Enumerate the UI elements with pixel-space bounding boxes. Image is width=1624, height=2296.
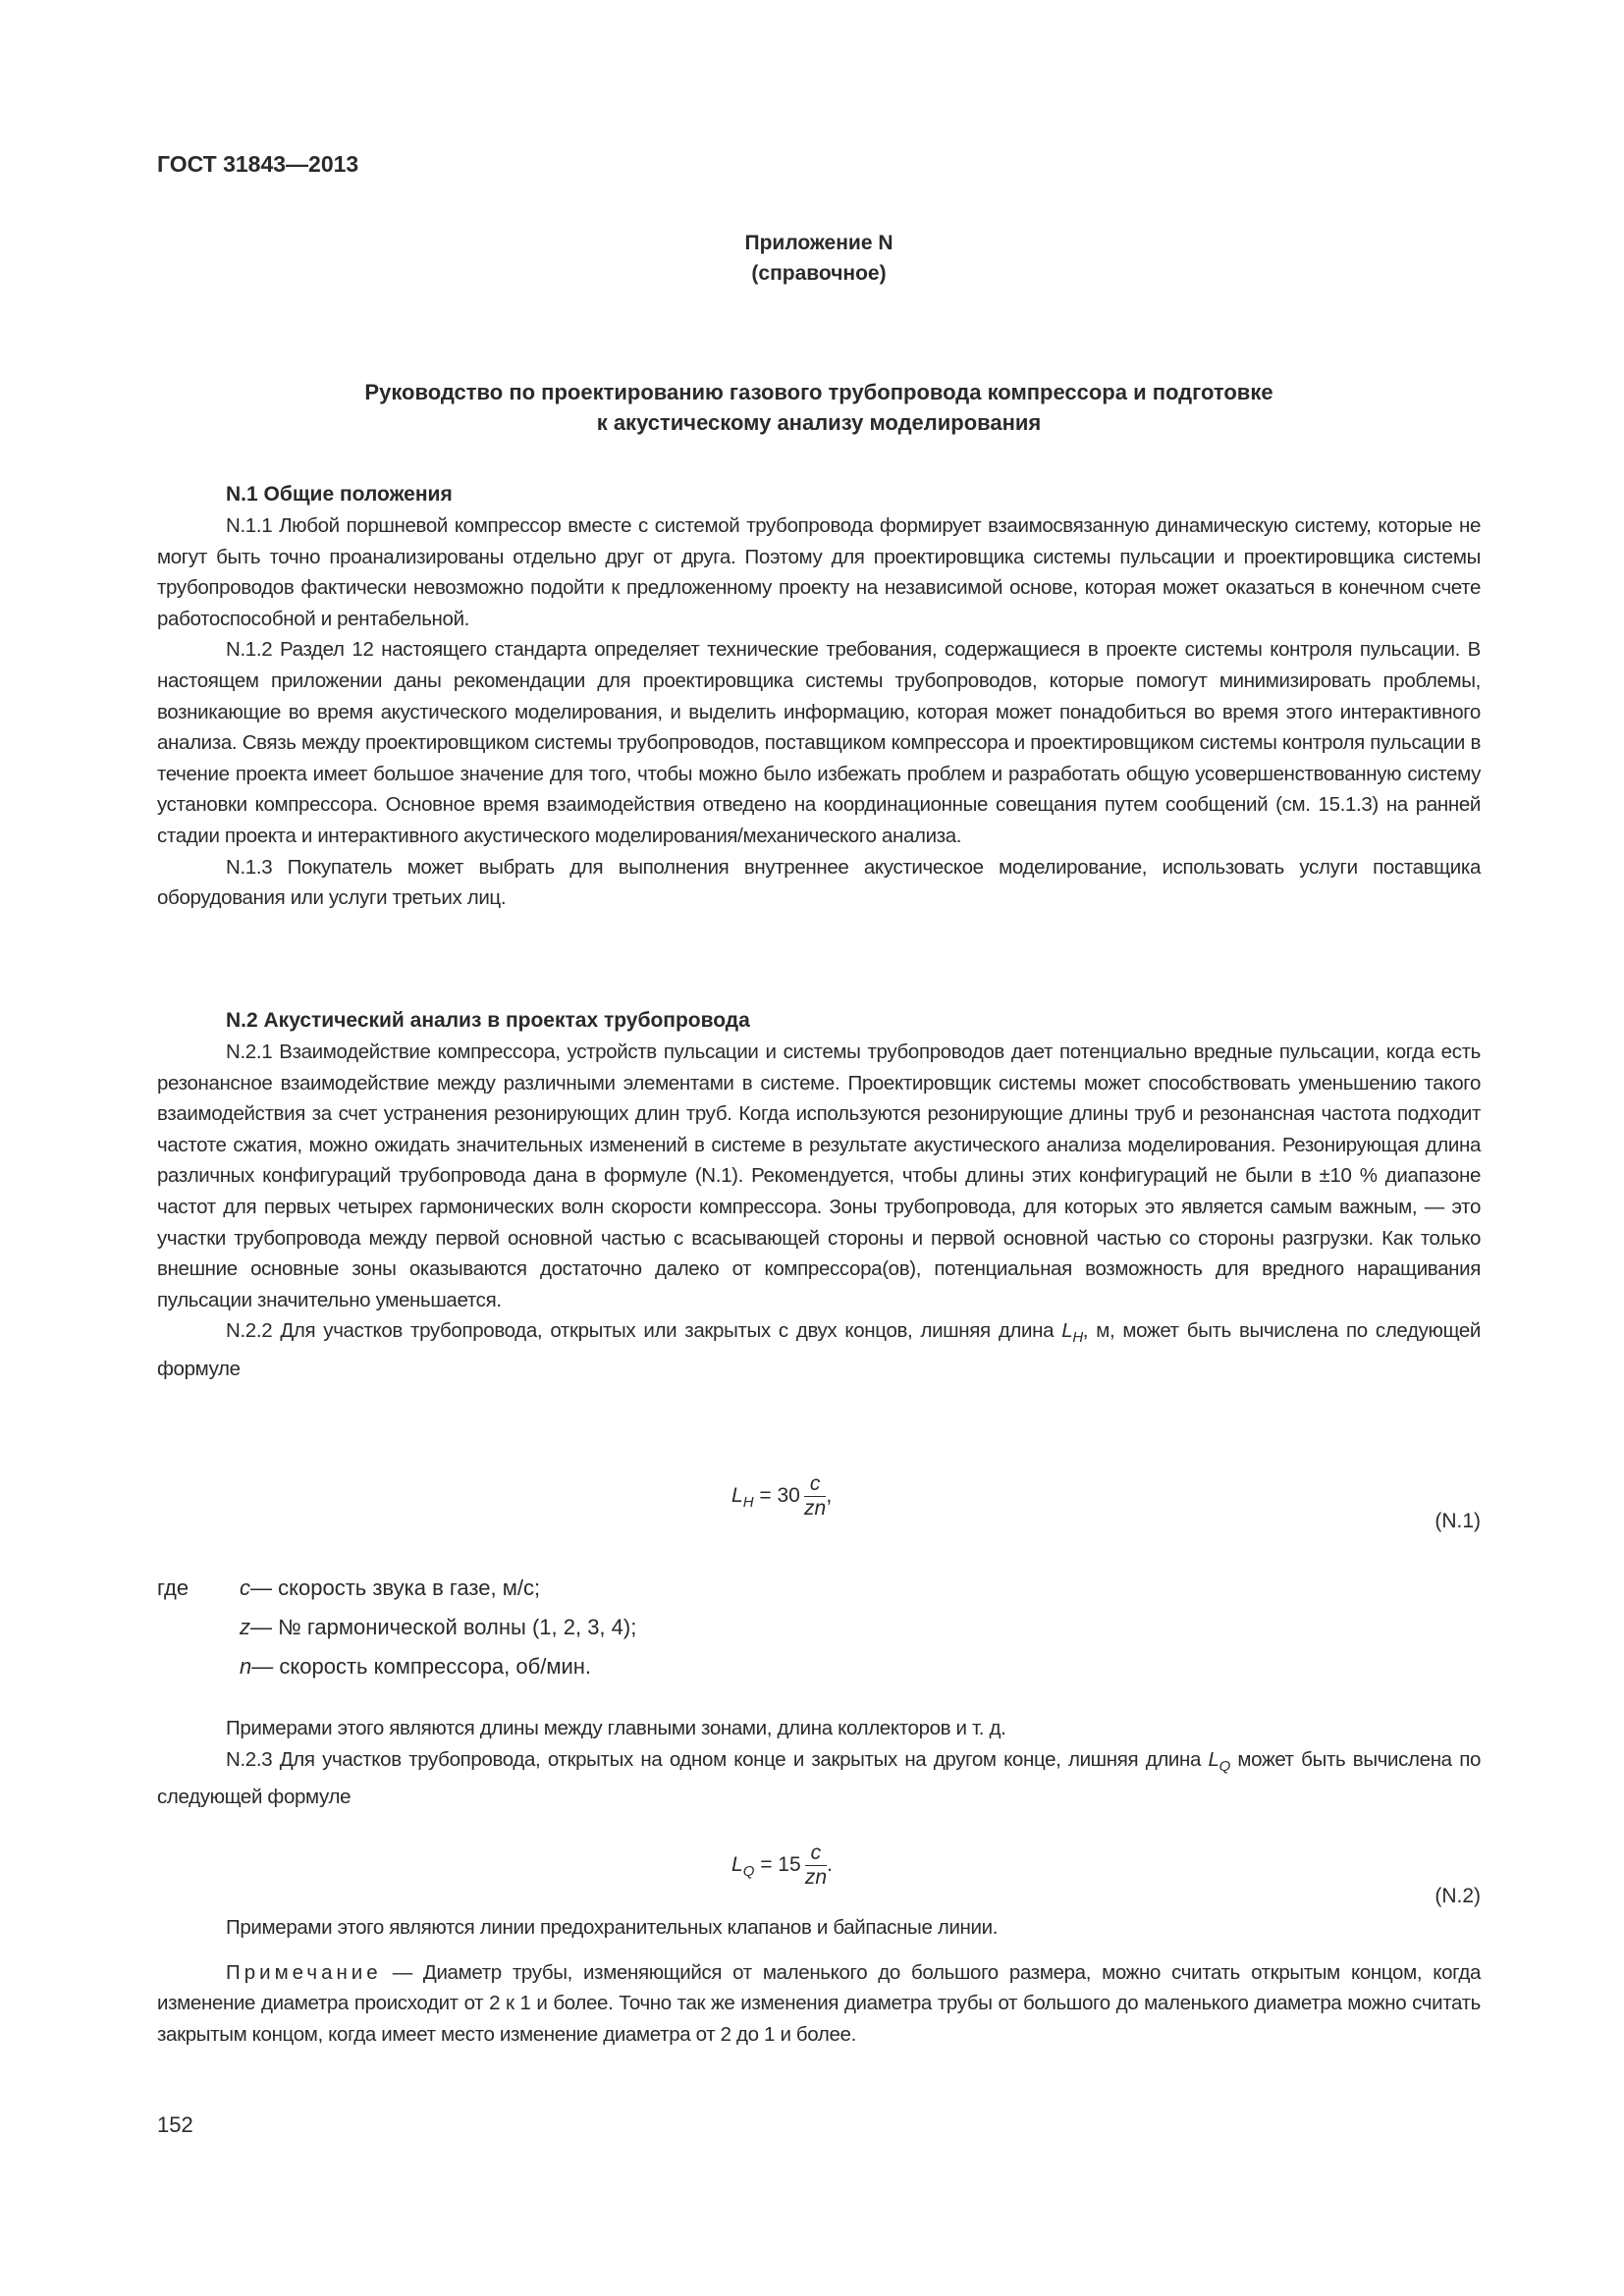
paragraph: Примерами этого являются длины между главными зонами, длина коллекторов и т. д. bbox=[226, 1717, 1006, 1739]
coefficient: = 30 bbox=[753, 1484, 800, 1508]
numerator: c bbox=[804, 1472, 827, 1497]
punct: . bbox=[827, 1853, 833, 1877]
numerator: c bbox=[805, 1842, 828, 1866]
section-heading: N.2 Акустический анализ в проектах трубопровода bbox=[226, 1009, 750, 1032]
paragraph: N.2.1 Взаимодействие компрессора, устройств пульсации и системы трубопроводов дает потенциально вредные пульсации, когда есть резонансное взаимодействие между различными элементами в системе. Проектировщик системы может способствовать уменьшению такого взаимодействия за счет устранения резонирующих длин труб. Когда используются резонирующие длины труб и резонансная частота подходит частоте сжатия, можно ожидать значительных изменений в системе в результате акустического анализа моделирования. Резонирующая длина различных конфигураций трубопровода дана в формуле (N.1). Рекомендуется, чтобы длины этих конфигураций не были в ±10 % диапазоне частот для первых четырех гармонических волн скорости компрессора. Зоны трубопровода, для которых это является самым важным, — это участки трубопровода между первой основной частью с всасывающей стороны и первой основной частью со стороны разгрузки. Как только внешние основные зоны оказываются достаточно далеко от компрессора(ов), потенциальная возможность для вредного наращивания пульсации значительно уменьшается. bbox=[157, 1041, 1481, 1311]
symbol: n bbox=[240, 1654, 252, 1679]
subscript: Q bbox=[742, 1863, 755, 1881]
definition: — скорость компрессора, об/мин. bbox=[251, 1654, 592, 1679]
note bbox=[157, 1957, 1481, 2051]
note-text: — Диаметр трубы, изменяющийся от маленького до большого размера, можно считать открытым концом, когда изменение диаметра происходит от 2 к 1 и более. Точно так же изменения диаметра трубы от большого до маленького диаметра можно считать закрытым концом, когда имеет место изменение диаметра от 2 до 1 и более. bbox=[157, 1960, 1481, 2046]
paragraph: N.1.1 Любой поршневой компрессор вместе с системой трубопровода формирует взаимосвязанную динамическую систему, которые не могут быть точно проанализированы отдельно друг от друга. Поэтому для проектировщика системы пульсации и проектировщика системы трубопроводов фактически невозможно подойти к предложенному проекту на независимой основе, которая может оказаться в конечном счете работоспособной и рентабельной. bbox=[157, 514, 1481, 630]
denominator: zn bbox=[804, 1866, 827, 1889]
definitions bbox=[157, 1569, 1481, 1686]
document-title bbox=[157, 377, 1481, 438]
text: , м, может быть вычислена по следующей формуле bbox=[157, 1319, 1482, 1381]
punct: , bbox=[826, 1484, 833, 1508]
subscript: H bbox=[742, 1494, 754, 1512]
equation-number: (N.2) bbox=[1435, 1885, 1481, 1907]
fraction bbox=[804, 1472, 827, 1521]
subscript: H bbox=[1072, 1329, 1083, 1347]
appendix-heading bbox=[157, 228, 1481, 289]
where-label: где bbox=[157, 1575, 189, 1600]
appendix-title: Приложение N bbox=[744, 232, 893, 254]
definition: — скорость звука в газе, м/с; bbox=[250, 1575, 541, 1600]
text: N.2.3 Для участков трубопровода, открытых на одном конце и закрытых на другом конце, лишняя длина bbox=[226, 1747, 1209, 1771]
text: N.2.2 Для участков трубопровода, открытых или закрытых с двух концов, лишняя длина bbox=[226, 1319, 1062, 1343]
section-n2-cont bbox=[157, 1713, 1481, 1813]
examples-and-note bbox=[157, 1912, 1481, 2050]
paragraph: Примерами этого являются линии предохранительных клапанов и байпасные линии. bbox=[226, 1916, 999, 1939]
coefficient: = 15 bbox=[754, 1853, 801, 1877]
section-n2 bbox=[157, 1005, 1481, 1385]
lhs: L bbox=[731, 1853, 743, 1877]
paragraph bbox=[157, 1744, 1481, 1813]
subscript: Q bbox=[1218, 1757, 1230, 1775]
variable: L bbox=[1061, 1319, 1073, 1343]
denominator: zn bbox=[803, 1497, 827, 1520]
section-n1 bbox=[157, 479, 1481, 914]
paragraph bbox=[157, 1315, 1481, 1384]
symbol: c bbox=[240, 1575, 250, 1600]
formula-n1 bbox=[731, 1472, 832, 1521]
title-line: к акустическому анализу моделирования bbox=[596, 410, 1042, 435]
document-header: ГОСТ 31843—2013 bbox=[157, 151, 359, 177]
formula-n2 bbox=[731, 1842, 833, 1890]
paragraph: N.1.2 Раздел 12 настоящего стандарта определяет технические требования, содержащиеся в проекте системы контроля пульсации. В настоящем приложении даны рекомендации для проектировщика системы трубопроводов, которые помогут минимизировать проблемы, возникающие во время акустического моделирования, и выделить информацию, которая может понадобиться во время этого интерактивного анализа. Связь между проектировщиком системы трубопроводов, поставщиком компрессора и проектировщиком системы контроля пульсации в течение проекта имеет большое значение для того, чтобы можно было избежать проблем и разработать общую усовершенствованную систему установки компрессора. Основное время взаимодействия отведено на координационные совещания путем сообщений (см. 15.1.3) на ранней стадии проекта и интерактивного акустического моделирования/механического анализа. bbox=[157, 638, 1481, 847]
appendix-subtitle: (справочное) bbox=[751, 262, 887, 285]
definition: — № гармонической волны (1, 2, 3, 4); bbox=[250, 1615, 637, 1639]
text: может быть вычислена по следующей формуле bbox=[157, 1747, 1482, 1809]
symbol: z bbox=[240, 1615, 250, 1639]
section-heading: N.1 Общие положения bbox=[226, 483, 453, 506]
fraction bbox=[805, 1842, 828, 1890]
variable: L bbox=[1208, 1747, 1219, 1771]
lhs: L bbox=[731, 1484, 743, 1508]
equation-number: (N.1) bbox=[1435, 1510, 1481, 1532]
title-line: Руководство по проектированию газового трубопровода компрессора и подготовке bbox=[364, 380, 1273, 404]
paragraph: N.1.3 Покупатель может выбрать для выполнения внутреннее акустическое моделирование, использовать услуги поставщика оборудования или услуги третьих лиц. bbox=[157, 855, 1481, 910]
note-label: Примечание bbox=[226, 1960, 382, 1984]
page-number: 152 bbox=[157, 2112, 193, 2137]
